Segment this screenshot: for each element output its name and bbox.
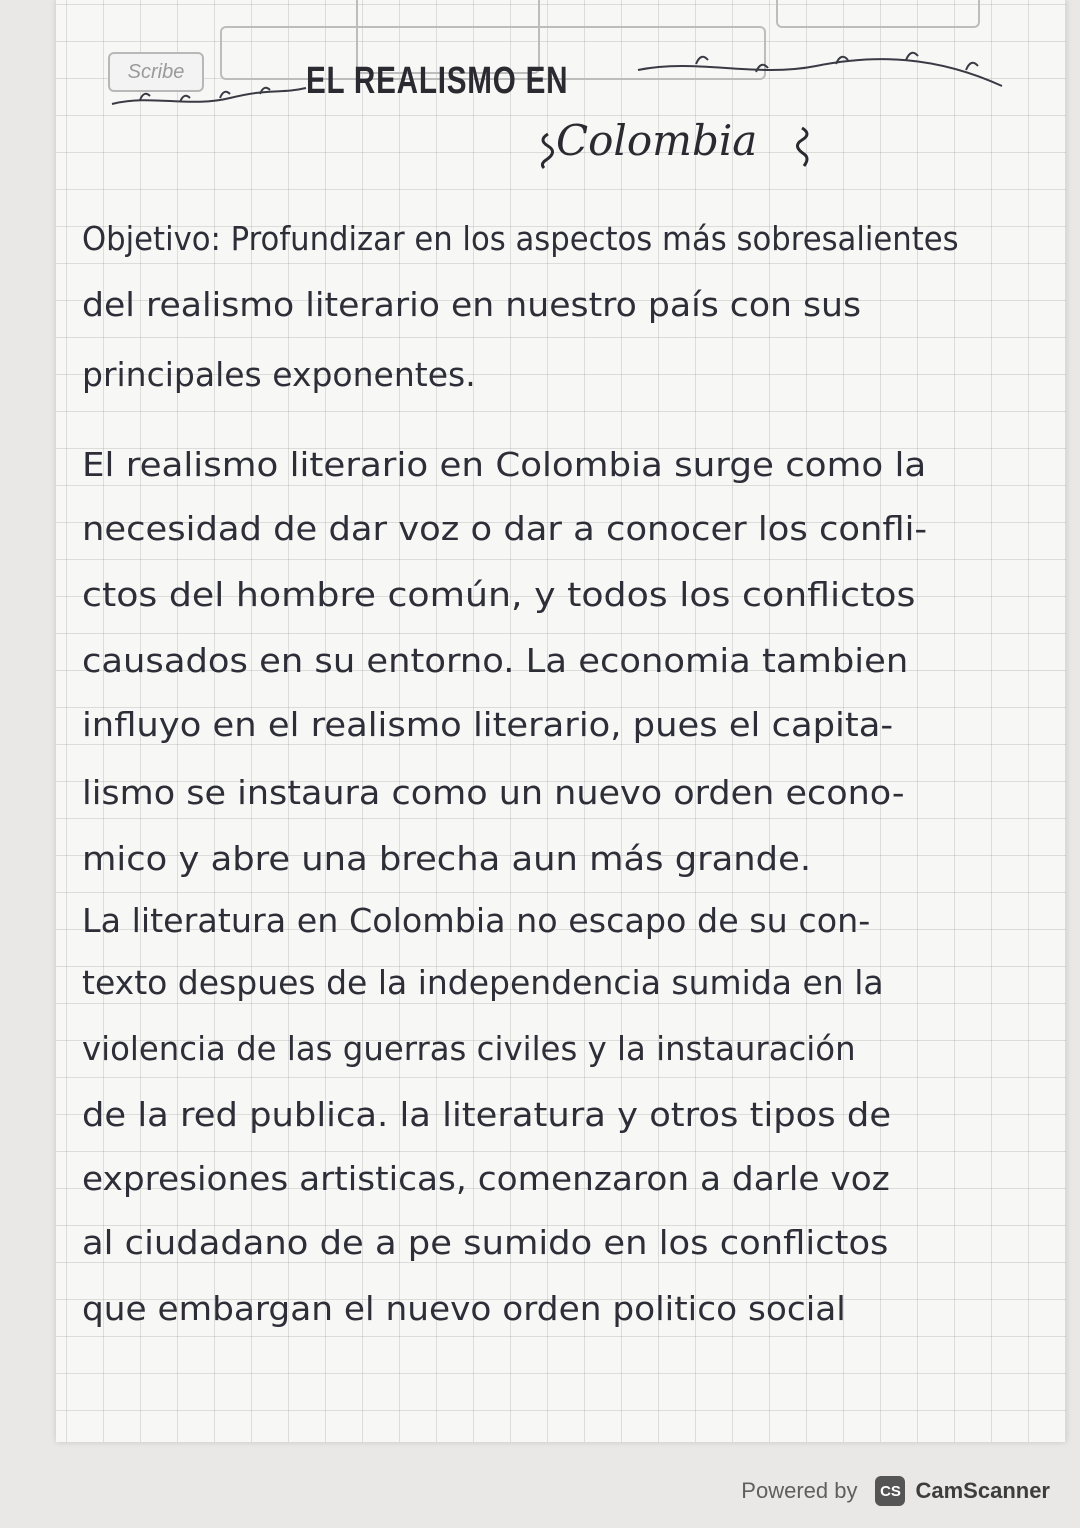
body-line: La literatura en Colombia no escapo de su con- bbox=[82, 901, 871, 940]
page-title: EL REALISMO EN bbox=[306, 60, 569, 102]
scanner-watermark bbox=[741, 1476, 1050, 1506]
body-line: mico y abre una brecha aun más grande. bbox=[82, 839, 812, 878]
body-line: de la red publica. la literatura y otros tipos de bbox=[82, 1095, 892, 1134]
page-header-tab bbox=[776, 0, 980, 28]
vine-decoration-right-icon bbox=[636, 48, 1006, 98]
body-line: del realismo literario en nuestro país con sus bbox=[82, 285, 862, 324]
camscanner-logo-icon: CS bbox=[875, 1476, 905, 1506]
body-line: ctos del hombre común, y todos los conflictos bbox=[82, 575, 916, 614]
body-line: influyo en el realismo literario, pues el capita- bbox=[82, 705, 894, 744]
camscanner-app-name: CamScanner bbox=[915, 1478, 1050, 1503]
body-line: lismo se instaura como un nuevo orden econo- bbox=[82, 773, 905, 812]
body-line: texto despues de la independencia sumida en la bbox=[82, 963, 884, 1002]
body-line: violencia de las guerras civiles y la instauración bbox=[82, 1029, 856, 1068]
page-subtitle: Colombia bbox=[556, 116, 758, 165]
body-line: al ciudadano de a pe sumido en los conflictos bbox=[82, 1223, 889, 1262]
body-line: que embargan el nuevo orden politico social bbox=[82, 1289, 846, 1328]
body-line: expresiones artisticas, comenzaron a darle voz bbox=[82, 1159, 890, 1198]
vine-decoration-left-icon bbox=[110, 76, 310, 116]
body-line: principales exponentes. bbox=[82, 355, 476, 394]
body-line: necesidad de dar voz o dar a conocer los confli- bbox=[82, 509, 928, 548]
body-line: Objetivo: Profundizar en los aspectos más sobresalientes bbox=[82, 219, 959, 258]
powered-by-text: Powered by bbox=[741, 1478, 858, 1503]
brand-tag: Scribe bbox=[108, 52, 204, 92]
body-line: causados en su entorno. La economia tambien bbox=[82, 641, 909, 680]
flourish-right-icon bbox=[790, 124, 816, 172]
body-line: El realismo literario en Colombia surge como la bbox=[82, 445, 927, 484]
